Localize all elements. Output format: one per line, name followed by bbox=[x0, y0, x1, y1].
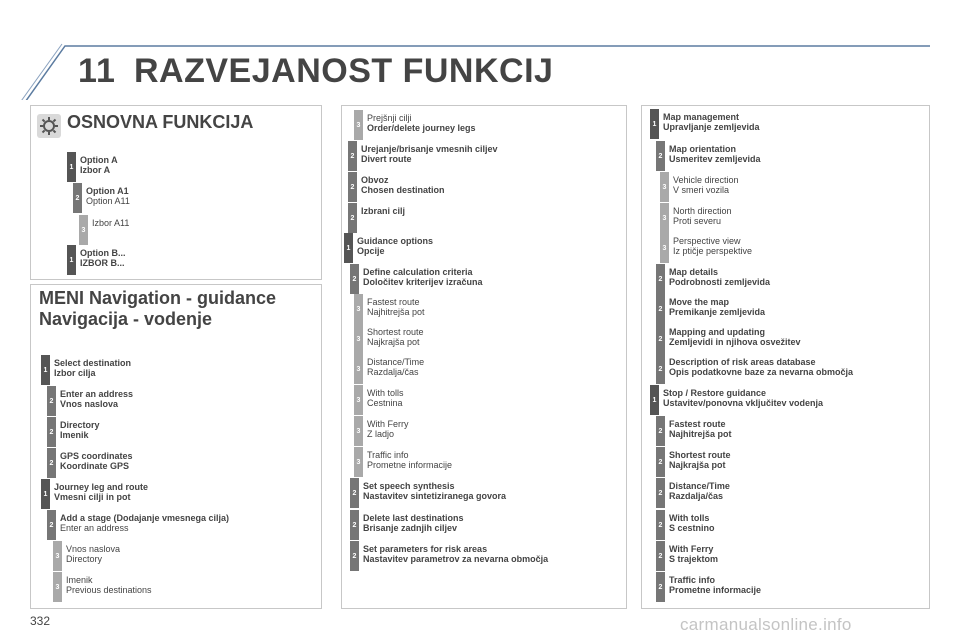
item-label-secondary: Order/delete journey legs bbox=[367, 123, 476, 133]
item-text bbox=[54, 482, 148, 502]
level-badge: 2 bbox=[656, 324, 665, 354]
panel-map-management bbox=[641, 105, 930, 609]
item-text bbox=[673, 175, 739, 195]
item-label-secondary: Upravljanje zemljevida bbox=[663, 122, 760, 132]
level-badge: 2 bbox=[656, 572, 665, 602]
level-badge: 2 bbox=[47, 417, 56, 447]
level-badge: 3 bbox=[354, 294, 363, 324]
panel-guidance-options bbox=[341, 105, 627, 609]
item-text bbox=[367, 297, 425, 317]
item-label-secondary: Najkrajša pot bbox=[367, 337, 420, 347]
level-badge: 2 bbox=[348, 172, 357, 202]
item-label-primary: Distance/Time bbox=[669, 481, 730, 491]
level-badge: 3 bbox=[79, 215, 88, 245]
chapter-number: 11 bbox=[78, 52, 116, 90]
level-badge: 1 bbox=[650, 109, 659, 139]
item-label-primary: Directory bbox=[60, 420, 100, 430]
item-label-primary: Add a stage (Dodajanje vmesnega cilja) bbox=[60, 513, 230, 523]
item-label-secondary: Določitev kriterijev izračuna bbox=[363, 277, 483, 287]
level-badge: 3 bbox=[354, 354, 363, 384]
basic-function-title: OSNOVNA FUNKCIJA bbox=[67, 112, 254, 132]
item-label-secondary: Izbor A bbox=[80, 165, 111, 175]
item-text bbox=[60, 420, 100, 440]
item-text bbox=[60, 451, 133, 471]
item-label-secondary: Enter an address bbox=[60, 523, 129, 533]
item-label-primary: Description of risk areas database bbox=[669, 357, 816, 367]
item-text bbox=[663, 112, 760, 132]
item-label-secondary: Premikanje zemljevida bbox=[669, 307, 766, 317]
level-badge: 2 bbox=[656, 354, 665, 384]
item-text bbox=[367, 419, 409, 439]
level-badge: 3 bbox=[53, 541, 62, 571]
level-badge: 3 bbox=[354, 324, 363, 354]
item-text bbox=[669, 267, 770, 287]
item-text bbox=[363, 481, 506, 501]
item-text bbox=[80, 155, 118, 175]
level-badge: 3 bbox=[53, 572, 62, 602]
item-label-primary: Fastest route bbox=[367, 297, 420, 307]
item-text bbox=[361, 206, 405, 216]
level-badge: 1 bbox=[41, 355, 50, 385]
item-label-primary: Urejanje/brisanje vmesnih ciljev bbox=[361, 144, 498, 154]
level-badge: 1 bbox=[650, 385, 659, 415]
level-badge: 3 bbox=[354, 385, 363, 415]
item-label-primary: With Ferry bbox=[367, 419, 409, 429]
item-text bbox=[669, 481, 730, 501]
level-badge: 2 bbox=[656, 541, 665, 571]
item-text bbox=[363, 267, 483, 287]
panel-basic-function bbox=[30, 105, 322, 280]
page-header bbox=[0, 0, 960, 100]
item-label-secondary: Najkrajša pot bbox=[669, 460, 726, 470]
item-text bbox=[54, 358, 131, 378]
navigation-menu-title-en: MENI Navigation - guidance bbox=[39, 288, 277, 308]
item-label-primary: Stop / Restore guidance bbox=[663, 388, 767, 398]
item-label-primary: Vnos naslova bbox=[66, 544, 121, 554]
item-text bbox=[669, 357, 853, 377]
item-label-primary: With tolls bbox=[367, 388, 404, 398]
item-label-secondary: Divert route bbox=[361, 154, 412, 164]
item-label-primary: Map orientation bbox=[669, 144, 736, 154]
item-label-primary: Select destination bbox=[54, 358, 132, 368]
item-text bbox=[361, 144, 498, 164]
item-label-secondary: IZBOR B... bbox=[80, 258, 125, 268]
level-badge: 2 bbox=[47, 510, 56, 540]
item-text bbox=[363, 544, 548, 564]
item-label-secondary: Usmeritev zemljevida bbox=[669, 154, 761, 164]
item-label-secondary: Imenik bbox=[60, 430, 89, 440]
level-badge: 2 bbox=[656, 294, 665, 324]
item-text bbox=[367, 327, 424, 347]
level-badge: 3 bbox=[354, 447, 363, 477]
level-badge: 3 bbox=[660, 172, 669, 202]
item-text bbox=[66, 575, 152, 595]
level-badge: 1 bbox=[67, 245, 76, 275]
item-label-secondary: Cestnina bbox=[367, 398, 403, 408]
level-badge: 2 bbox=[73, 183, 82, 213]
item-label-primary: Option A1 bbox=[86, 186, 129, 196]
item-label-primary: Traffic info bbox=[669, 575, 716, 585]
item-label-secondary: Razdalja/čas bbox=[669, 491, 724, 501]
item-label-primary: Journey leg and route bbox=[54, 482, 149, 492]
item-text bbox=[669, 144, 761, 164]
item-text bbox=[673, 236, 752, 256]
item-text bbox=[357, 236, 433, 256]
page-title: RAZVEJANOST FUNKCIJ bbox=[134, 52, 554, 90]
item-label-primary: Prejšnji cilji bbox=[367, 113, 412, 123]
item-text bbox=[60, 513, 229, 533]
item-text bbox=[363, 513, 464, 533]
level-badge: 1 bbox=[41, 479, 50, 509]
level-badge: 3 bbox=[660, 233, 669, 263]
item-label-primary: Set parameters for risk areas bbox=[363, 544, 488, 554]
item-label-secondary: Zemljevidi in njihova osvežitev bbox=[669, 337, 801, 347]
item-text bbox=[92, 218, 129, 228]
level-badge: 2 bbox=[348, 203, 357, 233]
navigation-menu-title-sl: Navigacija - vodenje bbox=[39, 309, 213, 329]
level-badge: 2 bbox=[656, 264, 665, 294]
item-text bbox=[669, 575, 761, 595]
level-badge: 2 bbox=[656, 141, 665, 171]
item-text bbox=[80, 248, 126, 268]
level-badge: 3 bbox=[354, 110, 363, 140]
item-label-secondary: Previous destinations bbox=[66, 585, 152, 595]
item-label-primary: Izbor A11 bbox=[92, 218, 130, 228]
item-label-primary: Map details bbox=[669, 267, 719, 277]
item-text bbox=[367, 388, 404, 408]
item-text bbox=[66, 544, 120, 564]
level-badge: 2 bbox=[656, 478, 665, 508]
level-badge: 1 bbox=[344, 233, 353, 263]
item-label-primary: Imenik bbox=[66, 575, 93, 585]
item-label-secondary: Brisanje zadnjih ciljev bbox=[363, 523, 458, 533]
item-label-primary: Traffic info bbox=[367, 450, 409, 460]
item-label-secondary: Iz ptičje perspektive bbox=[673, 246, 753, 256]
item-label-secondary: Koordinate GPS bbox=[60, 461, 130, 471]
item-text bbox=[367, 357, 424, 377]
item-label-primary: With tolls bbox=[669, 513, 710, 523]
item-label-primary: Shortest route bbox=[367, 327, 424, 337]
item-label-secondary: Opcije bbox=[357, 246, 385, 256]
item-label-primary: With Ferry bbox=[669, 544, 714, 554]
item-label-secondary: Najhitrejša pot bbox=[669, 429, 732, 439]
item-label-secondary: S trajektom bbox=[669, 554, 719, 564]
item-text bbox=[669, 544, 718, 564]
item-label-secondary: Razdalja/čas bbox=[367, 367, 419, 377]
item-label-secondary: S cestnino bbox=[669, 523, 715, 533]
item-label-secondary: Najhitrejša pot bbox=[367, 307, 425, 317]
item-label-secondary: Directory bbox=[66, 554, 103, 564]
item-label-primary: Fastest route bbox=[669, 419, 726, 429]
item-label-primary: Set speech synthesis bbox=[363, 481, 455, 491]
watermark: carmanualsonline.info bbox=[680, 615, 852, 634]
item-label-primary: Option B... bbox=[80, 248, 126, 258]
level-badge: 2 bbox=[350, 478, 359, 508]
item-text bbox=[673, 206, 732, 226]
item-label-primary: Option A bbox=[80, 155, 118, 165]
item-label-primary: Mapping and updating bbox=[669, 327, 765, 337]
item-label-primary: Guidance options bbox=[357, 236, 434, 246]
item-label-primary: Delete last destinations bbox=[363, 513, 464, 523]
item-label-primary: Shortest route bbox=[669, 450, 731, 460]
level-badge: 2 bbox=[47, 386, 56, 416]
level-badge: 2 bbox=[350, 510, 359, 540]
level-badge: 2 bbox=[656, 447, 665, 477]
item-label-secondary: Proti severu bbox=[673, 216, 722, 226]
item-text bbox=[669, 297, 765, 317]
item-label-secondary: Vnos naslova bbox=[60, 399, 119, 409]
level-badge: 3 bbox=[354, 416, 363, 446]
panel-navigation-menu bbox=[30, 284, 322, 609]
level-badge: 2 bbox=[348, 141, 357, 171]
item-label-primary: Define calculation criteria bbox=[363, 267, 473, 277]
level-badge: 2 bbox=[47, 448, 56, 478]
item-label-primary: Vehicle direction bbox=[673, 175, 739, 185]
item-label-primary: Obvoz bbox=[361, 175, 389, 185]
item-label-secondary: V smeri vozila bbox=[673, 185, 730, 195]
item-label-secondary: Opis podatkovne baze za nevarna območja bbox=[669, 367, 854, 377]
level-badge: 2 bbox=[656, 416, 665, 446]
level-badge: 2 bbox=[350, 541, 359, 571]
item-label-primary: GPS coordinates bbox=[60, 451, 133, 461]
item-label-secondary: Vmesni cilji in pot bbox=[54, 492, 131, 502]
item-text bbox=[669, 419, 732, 439]
item-label-primary: Move the map bbox=[669, 297, 730, 307]
settings-gear-icon bbox=[37, 114, 61, 138]
item-label-secondary: Podrobnosti zemljevida bbox=[669, 277, 771, 287]
item-label-secondary: Izbor cilja bbox=[54, 368, 96, 378]
item-label-secondary: Option A11 bbox=[86, 196, 130, 206]
item-text bbox=[361, 175, 445, 195]
item-text bbox=[669, 513, 715, 533]
item-label-secondary: Nastavitev sintetiziranega govora bbox=[363, 491, 507, 501]
item-label-secondary: Z ladjo bbox=[367, 429, 395, 439]
item-label-secondary: Prometne informacije bbox=[669, 585, 762, 595]
item-label-primary: Perspective view bbox=[673, 236, 741, 246]
item-text bbox=[669, 450, 731, 470]
item-label-primary: Izbrani cilj bbox=[361, 206, 406, 216]
level-badge: 3 bbox=[660, 203, 669, 233]
item-text bbox=[86, 186, 130, 206]
item-label-secondary: Nastavitev parametrov za nevarna območja bbox=[363, 554, 549, 564]
item-label-secondary: Chosen destination bbox=[361, 185, 445, 195]
item-text bbox=[60, 389, 133, 409]
item-text bbox=[367, 113, 476, 133]
level-badge: 1 bbox=[67, 152, 76, 182]
item-label-primary: Distance/Time bbox=[367, 357, 425, 367]
item-label-secondary: Ustavitev/ponovna vključitev vodenja bbox=[663, 398, 824, 408]
item-label-primary: North direction bbox=[673, 206, 732, 216]
page-number: 332 bbox=[30, 614, 51, 628]
item-text bbox=[663, 388, 823, 408]
level-badge: 2 bbox=[350, 264, 359, 294]
level-badge: 2 bbox=[656, 510, 665, 540]
item-label-primary: Enter an address bbox=[60, 389, 134, 399]
item-text bbox=[367, 450, 452, 470]
item-text bbox=[669, 327, 801, 347]
item-label-secondary: Prometne informacije bbox=[367, 460, 453, 470]
item-label-primary: Map management bbox=[663, 112, 740, 122]
